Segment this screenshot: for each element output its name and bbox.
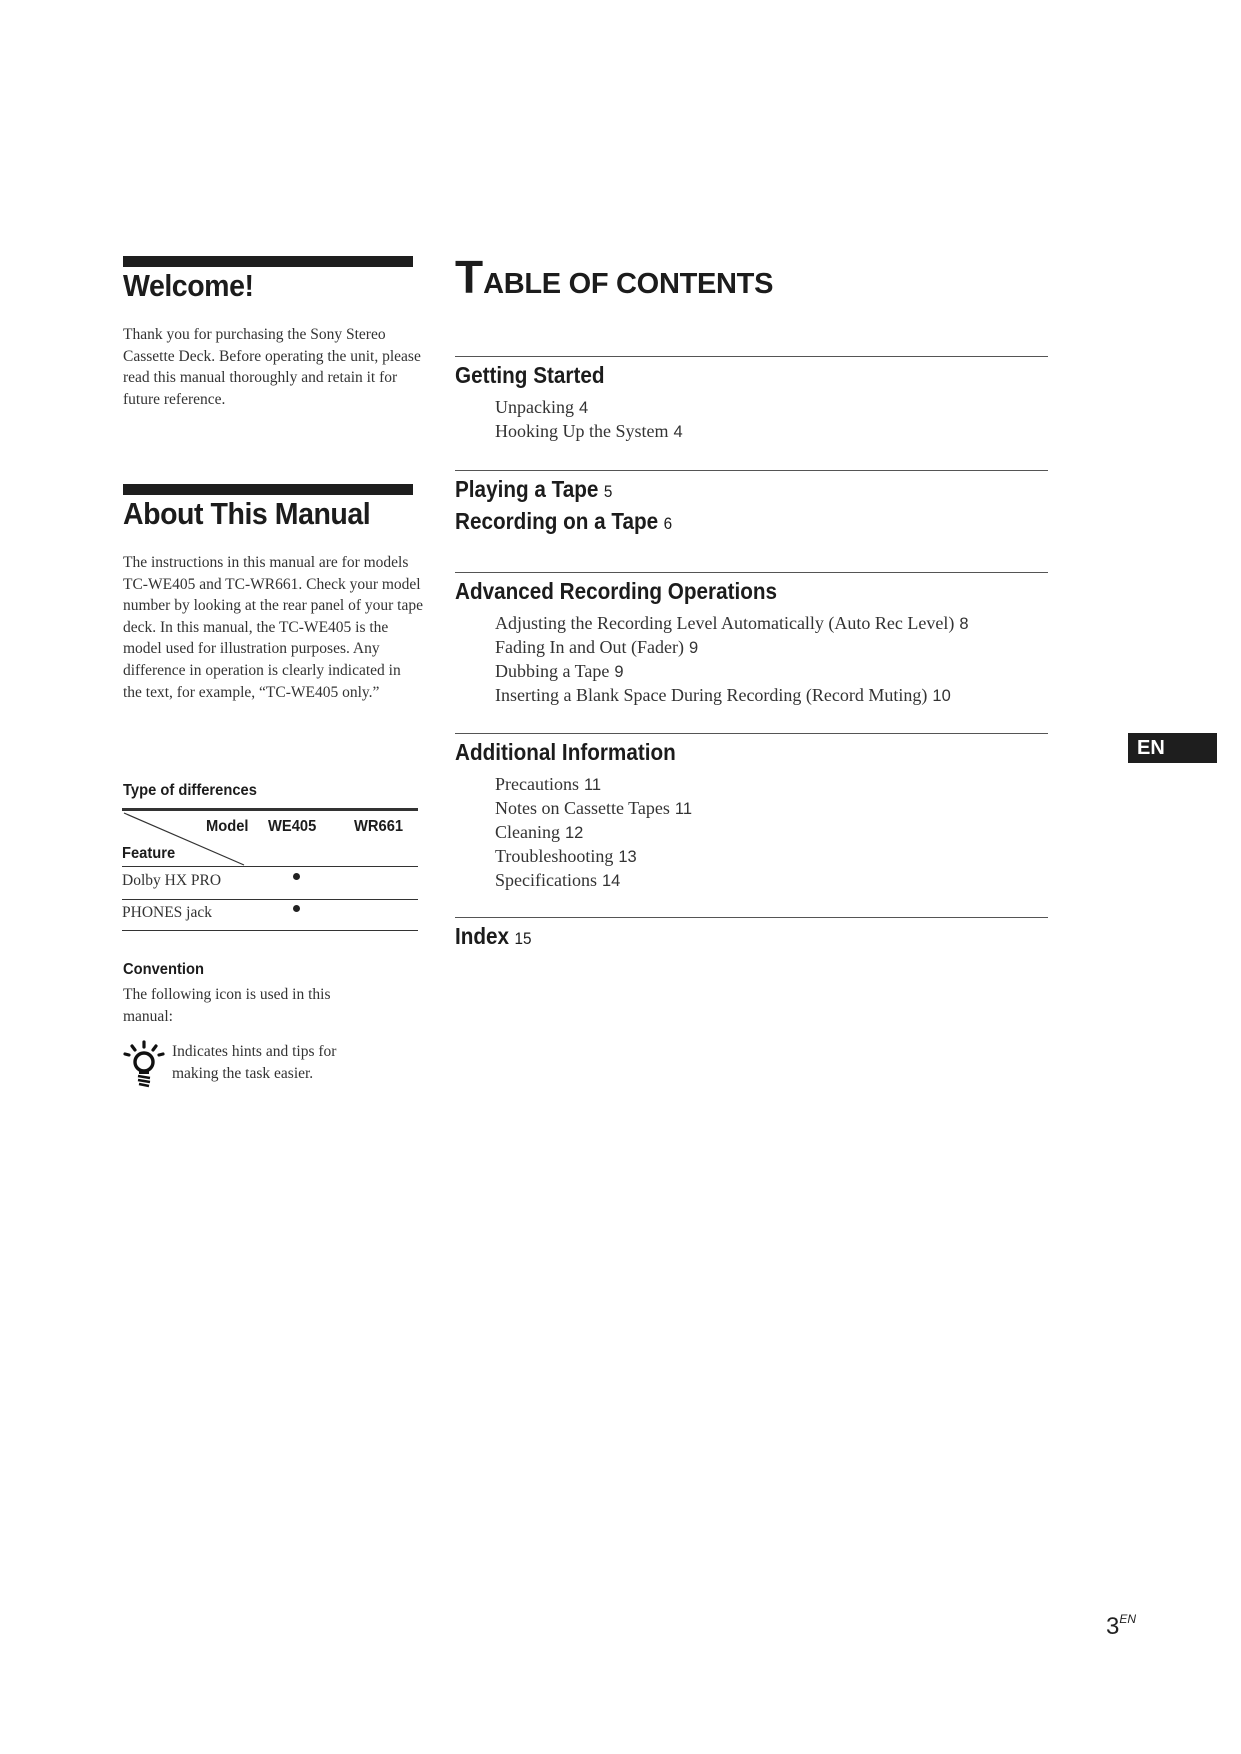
toc-section-index[interactable] bbox=[455, 923, 532, 950]
page-number bbox=[1106, 1612, 1136, 1641]
toc-section-additional[interactable]: Additional Information bbox=[455, 739, 676, 765]
differences-table bbox=[122, 808, 418, 932]
toc-section-playing[interactable] bbox=[455, 476, 612, 503]
section-rule bbox=[455, 470, 1048, 471]
toc-item[interactable] bbox=[495, 613, 969, 634]
toc-title-initial: T bbox=[455, 251, 484, 303]
toc-section-getting-started[interactable]: Getting Started bbox=[455, 362, 605, 388]
toc-item-label: Notes on Cassette Tapes bbox=[495, 798, 670, 818]
toc-section-title: Recording on a Tape bbox=[455, 508, 659, 534]
toc-item[interactable] bbox=[495, 397, 588, 418]
toc-item-label: Inserting a Blank Space During Recording (Record Muting) bbox=[495, 685, 928, 705]
table-header-rule bbox=[122, 866, 418, 867]
toc-item-page: 8 bbox=[959, 615, 969, 633]
toc-item-page: 11 bbox=[674, 800, 693, 818]
toc-item-page: 9 bbox=[688, 639, 699, 657]
header-col-we405: WE405 bbox=[268, 818, 317, 835]
toc-item-label: Hooking Up the System bbox=[495, 421, 669, 441]
toc-section-title: Index bbox=[455, 923, 510, 949]
convention-heading: Convention bbox=[123, 961, 204, 978]
section-rule bbox=[455, 733, 1048, 734]
table-row-rule bbox=[122, 899, 418, 900]
toc-item[interactable] bbox=[495, 846, 637, 867]
section-rule bbox=[455, 572, 1048, 573]
toc-item-page: 11 bbox=[583, 776, 602, 794]
toc-item-label: Adjusting the Recording Level Automatically (Auto Rec Level) bbox=[495, 613, 955, 633]
toc-item-page: 12 bbox=[565, 824, 584, 842]
toc-item[interactable] bbox=[495, 798, 692, 819]
welcome-heading: Welcome! bbox=[123, 268, 254, 303]
toc-item-page: 14 bbox=[601, 872, 621, 890]
toc-item-page: 9 bbox=[614, 663, 624, 681]
convention-text: The following icon is used in this manual: bbox=[123, 986, 331, 1025]
page-number-value: 3 bbox=[1106, 1613, 1120, 1640]
toc-item-label: Specifications bbox=[495, 870, 597, 890]
toc-item-page: 13 bbox=[618, 848, 637, 866]
about-heading: About This Manual bbox=[123, 496, 371, 531]
toc-item[interactable] bbox=[495, 421, 683, 442]
toc-item[interactable] bbox=[495, 774, 601, 795]
about-text: The instructions in this manual are for models TC-WE405 and TC-WR661. Check your model number by looking at the rear panel of your tape deck. In this manual, the TC-WE405 is the model used for illustration purposes. Any difference in operation is clearly indicated in the text, for example, “TC-WE405 only.” bbox=[123, 554, 423, 701]
page-number-suffix: EN bbox=[1119, 1612, 1137, 1626]
toc-item[interactable] bbox=[495, 822, 583, 843]
section-rule bbox=[455, 356, 1048, 357]
we405-dot bbox=[293, 873, 300, 880]
table-bottom-rule bbox=[122, 930, 418, 931]
toc-item[interactable] bbox=[495, 661, 624, 682]
toc-title bbox=[455, 250, 773, 304]
toc-item-page: 4 bbox=[673, 423, 683, 441]
toc-item-page: 4 bbox=[578, 399, 589, 417]
lightbulb-tip-icon bbox=[122, 1040, 166, 1090]
toc-item[interactable] bbox=[495, 637, 698, 658]
toc-title-rest: ABLE OF CONTENTS bbox=[483, 268, 774, 300]
toc-section-page: 5 bbox=[603, 482, 613, 501]
differences-heading: Type of differences bbox=[123, 782, 257, 799]
toc-item-page: 10 bbox=[932, 687, 951, 705]
toc-item-label: Unpacking bbox=[495, 397, 574, 417]
toc-item-label: Fading In and Out (Fader) bbox=[495, 637, 684, 657]
toc-section-page: 6 bbox=[663, 514, 673, 533]
header-feature: Feature bbox=[122, 845, 176, 862]
toc-item[interactable] bbox=[495, 870, 620, 891]
toc-item-label: Troubleshooting bbox=[495, 846, 614, 866]
toc-item-label: Precautions bbox=[495, 774, 579, 794]
welcome-text: Thank you for purchasing the Sony Stereo Cassette Deck. Before operating the unit, please read this manual thoroughly and retain it for future reference. bbox=[123, 326, 421, 408]
toc-item-label: Dubbing a Tape bbox=[495, 661, 610, 681]
header-model: Model bbox=[206, 818, 249, 835]
toc-section-page: 15 bbox=[514, 929, 532, 948]
tip-text: Indicates hints and tips for making the task easier. bbox=[172, 1043, 337, 1082]
toc-section-advanced[interactable]: Advanced Recording Operations bbox=[455, 578, 778, 604]
toc-section-recording[interactable] bbox=[455, 508, 672, 535]
we405-dot bbox=[293, 905, 300, 912]
welcome-bar bbox=[123, 256, 413, 267]
header-col-wr661: WR661 bbox=[354, 818, 404, 835]
section-rule bbox=[455, 917, 1048, 918]
about-bar bbox=[123, 484, 413, 495]
toc-section-title: Playing a Tape bbox=[455, 476, 599, 502]
row-feature: PHONES jack bbox=[122, 904, 212, 921]
toc-item-label: Cleaning bbox=[495, 822, 560, 842]
row-feature: Dolby HX PRO bbox=[122, 872, 222, 889]
toc-item[interactable] bbox=[495, 685, 951, 706]
language-tab: EN bbox=[1128, 733, 1217, 763]
